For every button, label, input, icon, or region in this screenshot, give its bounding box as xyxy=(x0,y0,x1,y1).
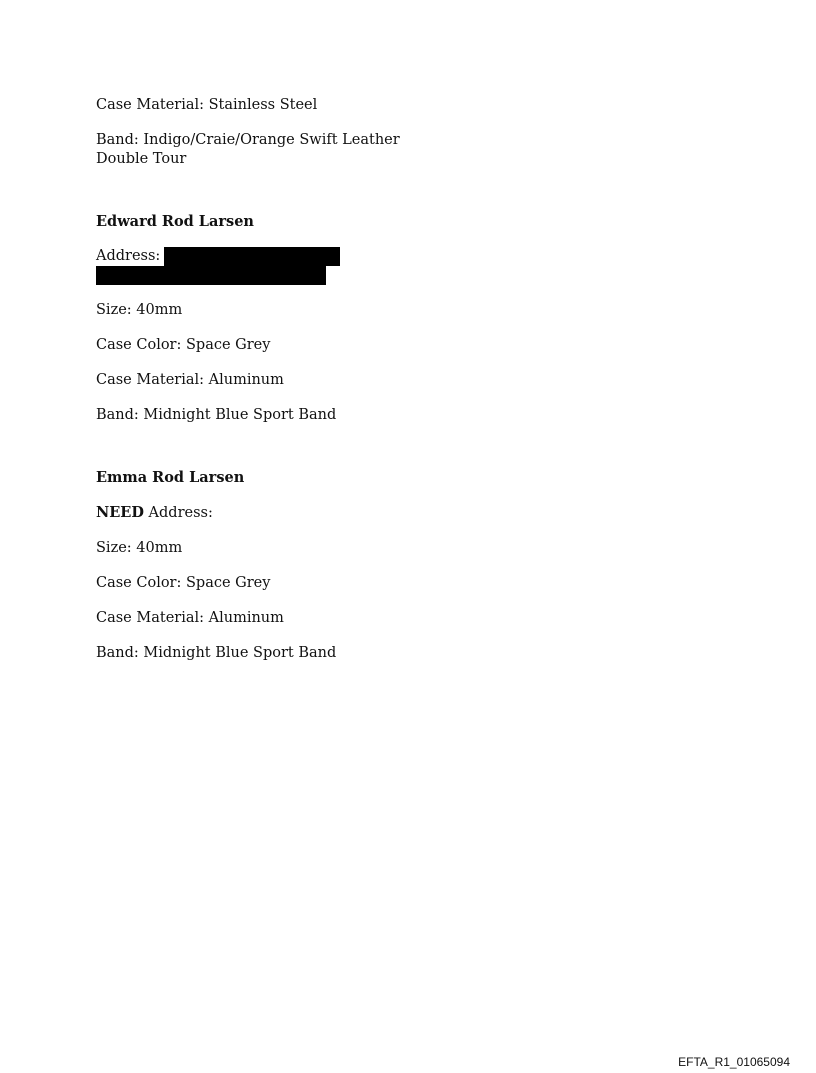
address-block xyxy=(96,247,696,285)
band-line: Band: Midnight Blue Sport Band xyxy=(96,645,337,661)
case-material-line: Case Material: Stainless Steel xyxy=(96,97,318,113)
case-material-line: Case Material: Aluminum xyxy=(96,610,284,626)
document-page xyxy=(96,96,696,663)
address-label: Address: xyxy=(96,248,161,264)
person-name-emma: Emma Rod Larsen xyxy=(96,469,245,486)
address-line xyxy=(96,247,696,266)
redaction-bar xyxy=(96,266,326,285)
need-label: NEED xyxy=(96,504,144,521)
band-line-1: Band: Indigo/Craie/Orange Swift Leather xyxy=(96,132,400,148)
document-id: EFTA_R1_01065094 xyxy=(678,1055,790,1069)
size-line: Size: 40mm xyxy=(96,302,183,318)
band-line xyxy=(96,131,696,169)
person-name-edward: Edward Rod Larsen xyxy=(96,213,254,230)
size-line: Size: 40mm xyxy=(96,540,183,556)
case-color-line: Case Color: Space Grey xyxy=(96,337,271,353)
redaction-bar xyxy=(164,247,340,266)
address-label: Address: xyxy=(148,505,213,521)
case-color-line: Case Color: Space Grey xyxy=(96,575,271,591)
band-line-2: Double Tour xyxy=(96,151,187,167)
band-line: Band: Midnight Blue Sport Band xyxy=(96,407,337,423)
case-material-line: Case Material: Aluminum xyxy=(96,372,284,388)
need-address-line xyxy=(96,503,696,523)
